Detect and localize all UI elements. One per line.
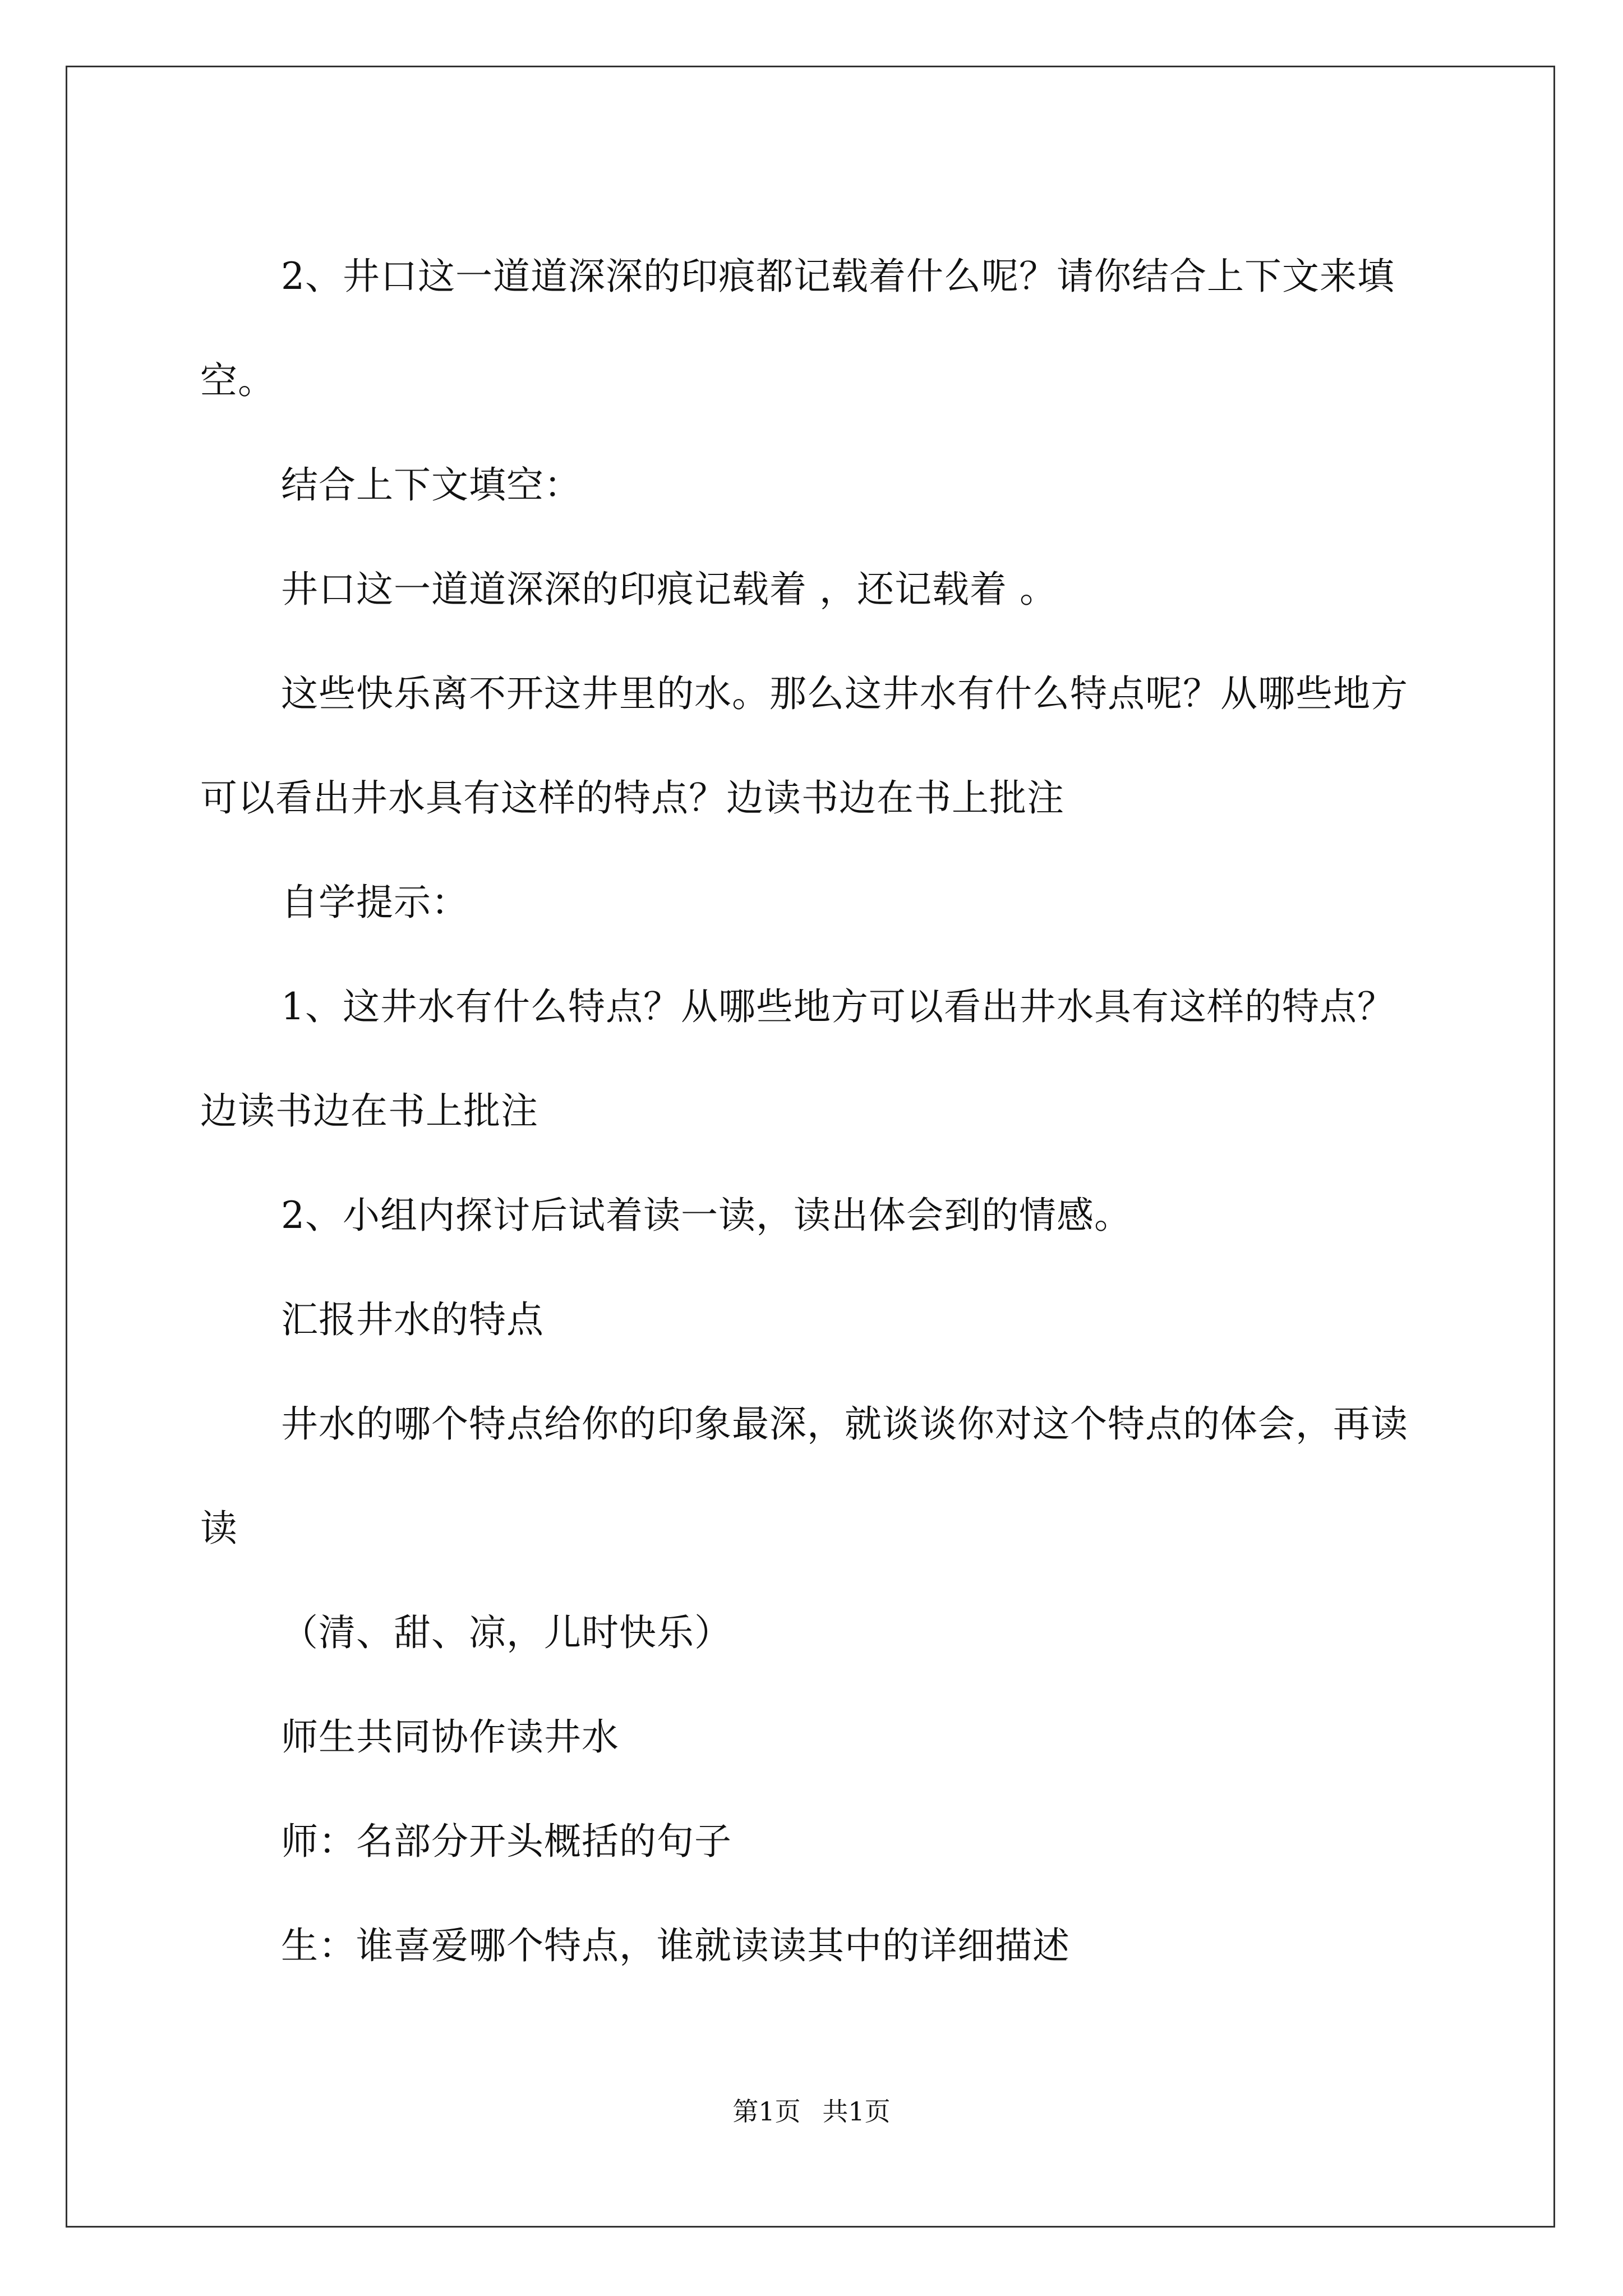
paragraph-teacher-role: 师：名部分开头概括的句子 — [281, 1820, 732, 1863]
paragraph-joint-reading: 师生共同协作读井水 — [281, 1715, 619, 1759]
paragraph-characteristics: （清、甜、凉，儿时快乐） — [281, 1611, 732, 1654]
page-number-current: 第1页 — [732, 2096, 801, 2127]
paragraph-student-role: 生：谁喜爱哪个特点，谁就读读其中的详细描述 — [281, 1924, 1070, 1967]
paragraph-fill-blank-heading: 结合上下文填空： — [281, 463, 582, 507]
paragraph-self-study-heading: 自学提示： — [281, 881, 469, 924]
paragraph-question-2: 2、井口这一道道深深的印痕都记载着什么呢？请你结合上下文来填空。 — [200, 255, 1395, 402]
paragraph-self-study-item-2: 2、小组内探讨后试着读一读，读出体会到的情感。 — [281, 1194, 1132, 1237]
page-footer — [0, 2091, 1623, 2128]
paragraph-report-heading: 汇报井水的特点 — [281, 1298, 544, 1341]
paragraph-fill-blank-sentence: 井口这一道道深深的印痕记载着 ，还记载着 。 — [281, 568, 1057, 611]
page-number-total: 共1页 — [822, 2096, 891, 2127]
document-body — [200, 224, 1428, 1998]
paragraph-well-water-question: 这些快乐离不开这井里的水。那么这井水有什么特点呢？从哪些地方可以看出井水具有这样的特点？边读书边在书上批注 — [200, 672, 1408, 820]
paragraph-self-study-item-1: 1、这井水有什么特点？从哪些地方可以看出井水具有这样的特点？边读书边在书上批注 — [200, 985, 1395, 1133]
paragraph-impression-question: 井水的哪个特点给你的印象最深，就谈谈你对这个特点的体会，再读读 — [200, 1402, 1408, 1550]
